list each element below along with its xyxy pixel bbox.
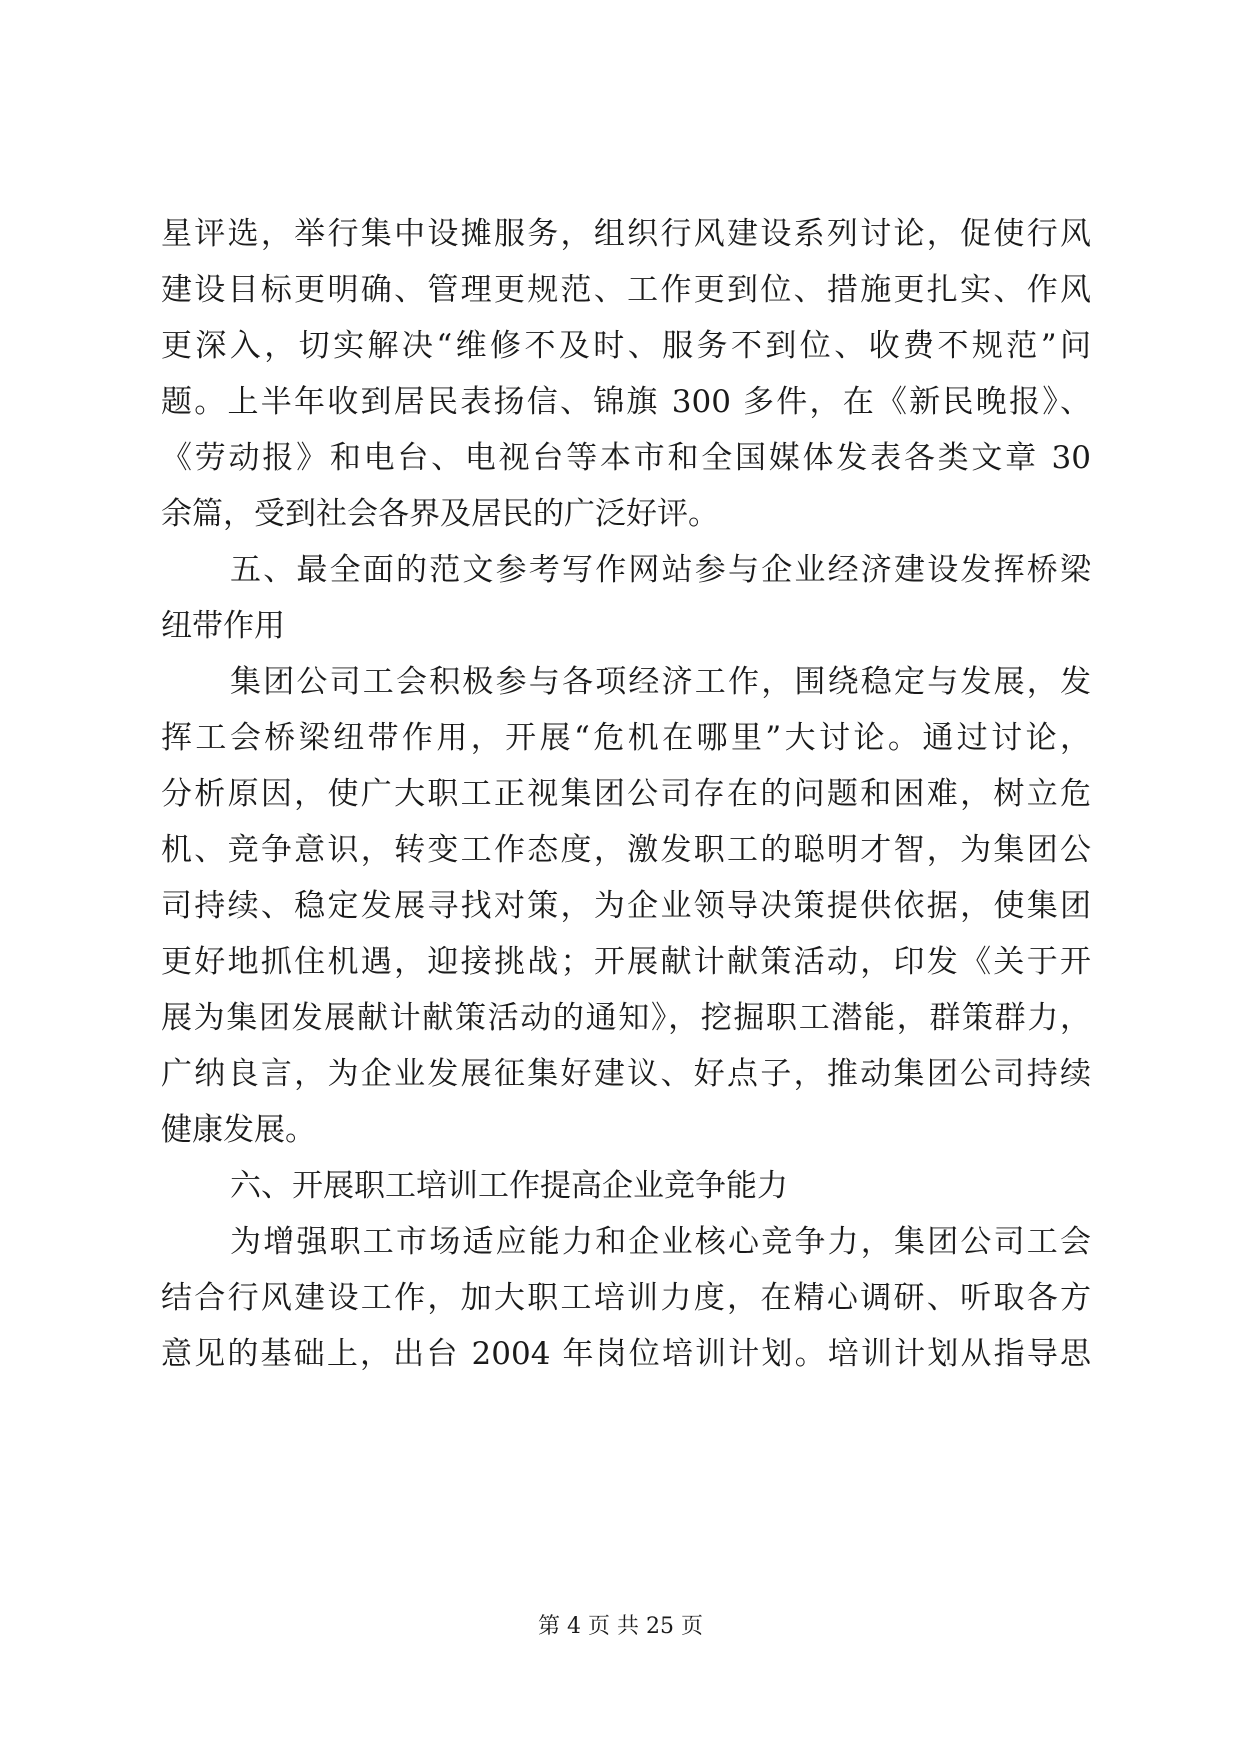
- body-line: 结合行风建设工作，加大职工培训力度，在精心调研、听取各方: [161, 1280, 1091, 1316]
- body-line: 更好地抓住机遇，迎接挑战；开展献计献策活动，印发《关于开: [161, 944, 1091, 980]
- body-line: 挥工会桥梁纽带作用，开展“危机在哪里”大讨论。通过讨论，: [161, 720, 1091, 756]
- body-line: 司持续、稳定发展寻找对策，为企业领导决策提供依据，使集团: [161, 888, 1091, 924]
- body-line: 更深入，切实解决“维修不及时、服务不到位、收费不规范”问: [161, 328, 1091, 364]
- body-line: 余篇，受到社会各界及居民的广泛好评。: [161, 496, 719, 532]
- body-line: 《劳动报》和电台、电视台等本市和全国媒体发表各类文章 30: [161, 440, 1091, 476]
- body-line: 集团公司工会积极参与各项经济工作，围绕稳定与发展，发: [230, 664, 1091, 700]
- body-line: 星评选，举行集中设摊服务，组织行风建设系列讨论，促使行风: [161, 216, 1091, 252]
- body-line: 健康发展。: [161, 1112, 316, 1148]
- section-heading: 纽带作用: [161, 608, 285, 644]
- section-heading: 六、开展职工培训工作提高企业竞争能力: [230, 1168, 788, 1204]
- section-heading: 五、最全面的范文参考写作网站参与企业经济建设发挥桥梁: [230, 552, 1091, 588]
- body-line: 意见的基础上，出台 2004 年岗位培训计划。培训计划从指导思: [161, 1336, 1091, 1372]
- body-line: 建设目标更明确、管理更规范、工作更到位、措施更扎实、作风: [161, 272, 1091, 308]
- page-footer: 第 4 页 共 25 页: [538, 1614, 703, 1639]
- body-line: 题。上半年收到居民表扬信、锦旗 300 多件，在《新民晚报》、: [161, 384, 1091, 420]
- body-line: 广纳良言，为企业发展征集好建议、好点子，推动集团公司持续: [161, 1056, 1091, 1092]
- body-line: 机、竞争意识，转变工作态度，激发职工的聪明才智，为集团公: [161, 832, 1091, 868]
- body-line: 展为集团发展献计献策活动的通知》，挖掘职工潜能，群策群力，: [161, 1000, 1091, 1036]
- body-line: 为增强职工市场适应能力和企业核心竞争力，集团公司工会: [230, 1224, 1091, 1260]
- body-line: 分析原因，使广大职工正视集团公司存在的问题和困难，树立危: [161, 776, 1091, 812]
